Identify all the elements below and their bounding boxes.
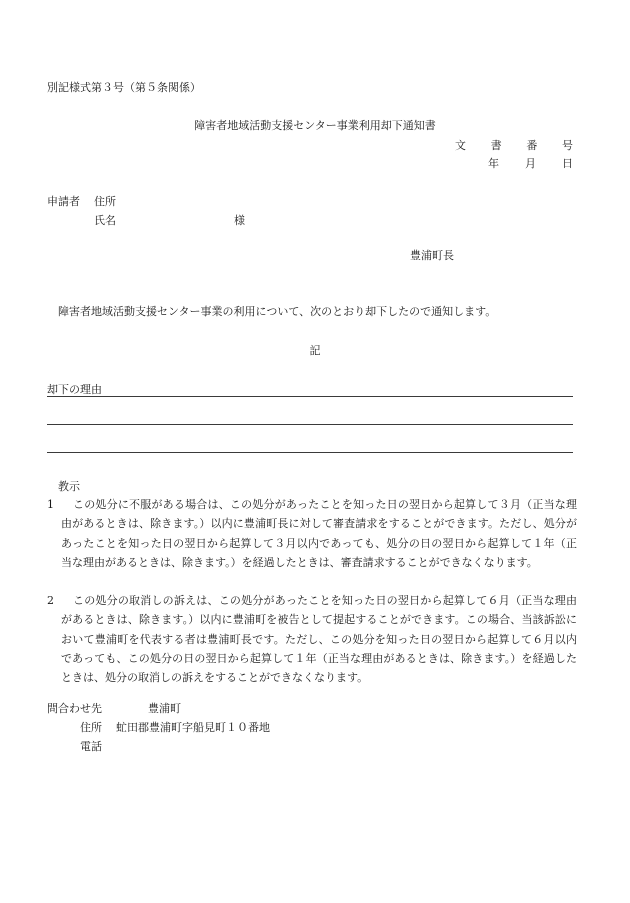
- form-number: 別記様式第３号（第５条関係）: [47, 81, 201, 94]
- document-number-char: 文: [455, 139, 466, 152]
- applicant-name-label: 氏名: [94, 214, 116, 227]
- contact-address: 虻田郡豊浦町字船見町１０番地: [116, 721, 270, 734]
- contact-name: 豊浦町: [148, 702, 181, 715]
- date-field: [488, 158, 573, 169]
- applicant-address-label: 住所: [94, 195, 116, 208]
- instruction-item: [47, 495, 577, 572]
- contact-label: 問合わせ先: [47, 702, 102, 715]
- contact-phone-label: 電話: [80, 740, 102, 753]
- instruction-text: この処分に不服がある場合は、この処分があったことを知った日の翌日から起算して３月（正当な理由があるときは、除きます。）以内に豊浦町長に対して審査請求をすることができます。ただし、処分があったことを知った日の翌日から起算して３月以内であっても、処分の日の翌日から起算して１年（正当な理由があるときは、除きます。）を経過したときは、審査請求することができなくなります。: [61, 498, 577, 569]
- instruction-item: [47, 591, 577, 687]
- applicant-label: 申請者: [47, 195, 80, 208]
- document-title: 障害者地域活動支援センター事業利用却下通知書: [194, 119, 436, 132]
- date-day-label: 日: [562, 157, 573, 170]
- date-year-label: 年: [488, 157, 499, 170]
- instruction-text: この処分の取消しの訴えは、この処分があったことを知った日の翌日から起算して６月（正当な理由があるときは、除きます。）以内に豊浦町を被告として提起することができます。この場合、当該訴訟において豊浦町を代表する者は豊浦町長です。ただし、この処分を知った日の翌日から起算して６月以内であっても、この処分の日の翌日から起算して１年（正当な理由があるときは、除きます。）を経過したときは、処分の取消しの訴えをすることができなくなります。: [61, 594, 577, 685]
- reason-line: [47, 424, 573, 425]
- reason-line: [47, 452, 573, 453]
- issuer: 豊浦町長: [410, 249, 454, 262]
- rejection-reason-label: 却下の理由: [47, 383, 102, 396]
- document-number-char: 書: [490, 139, 502, 152]
- contact-address-label: 住所: [80, 721, 102, 734]
- date-month-label: 月: [525, 157, 536, 170]
- document-number-field: [455, 140, 573, 151]
- instruction-number: 2: [47, 594, 54, 607]
- notice-body: 障害者地域活動支援センター事業の利用について、次のとおり却下したので通知します。: [58, 305, 497, 318]
- instructions-heading: 教示: [58, 480, 80, 493]
- document-number-char: 番: [526, 139, 538, 152]
- reason-line: [47, 396, 573, 397]
- ki-heading: 記: [309, 344, 321, 357]
- instruction-number: 1: [47, 498, 54, 511]
- applicant-honorific: 様: [234, 214, 245, 227]
- document-number-char: 号: [561, 139, 573, 152]
